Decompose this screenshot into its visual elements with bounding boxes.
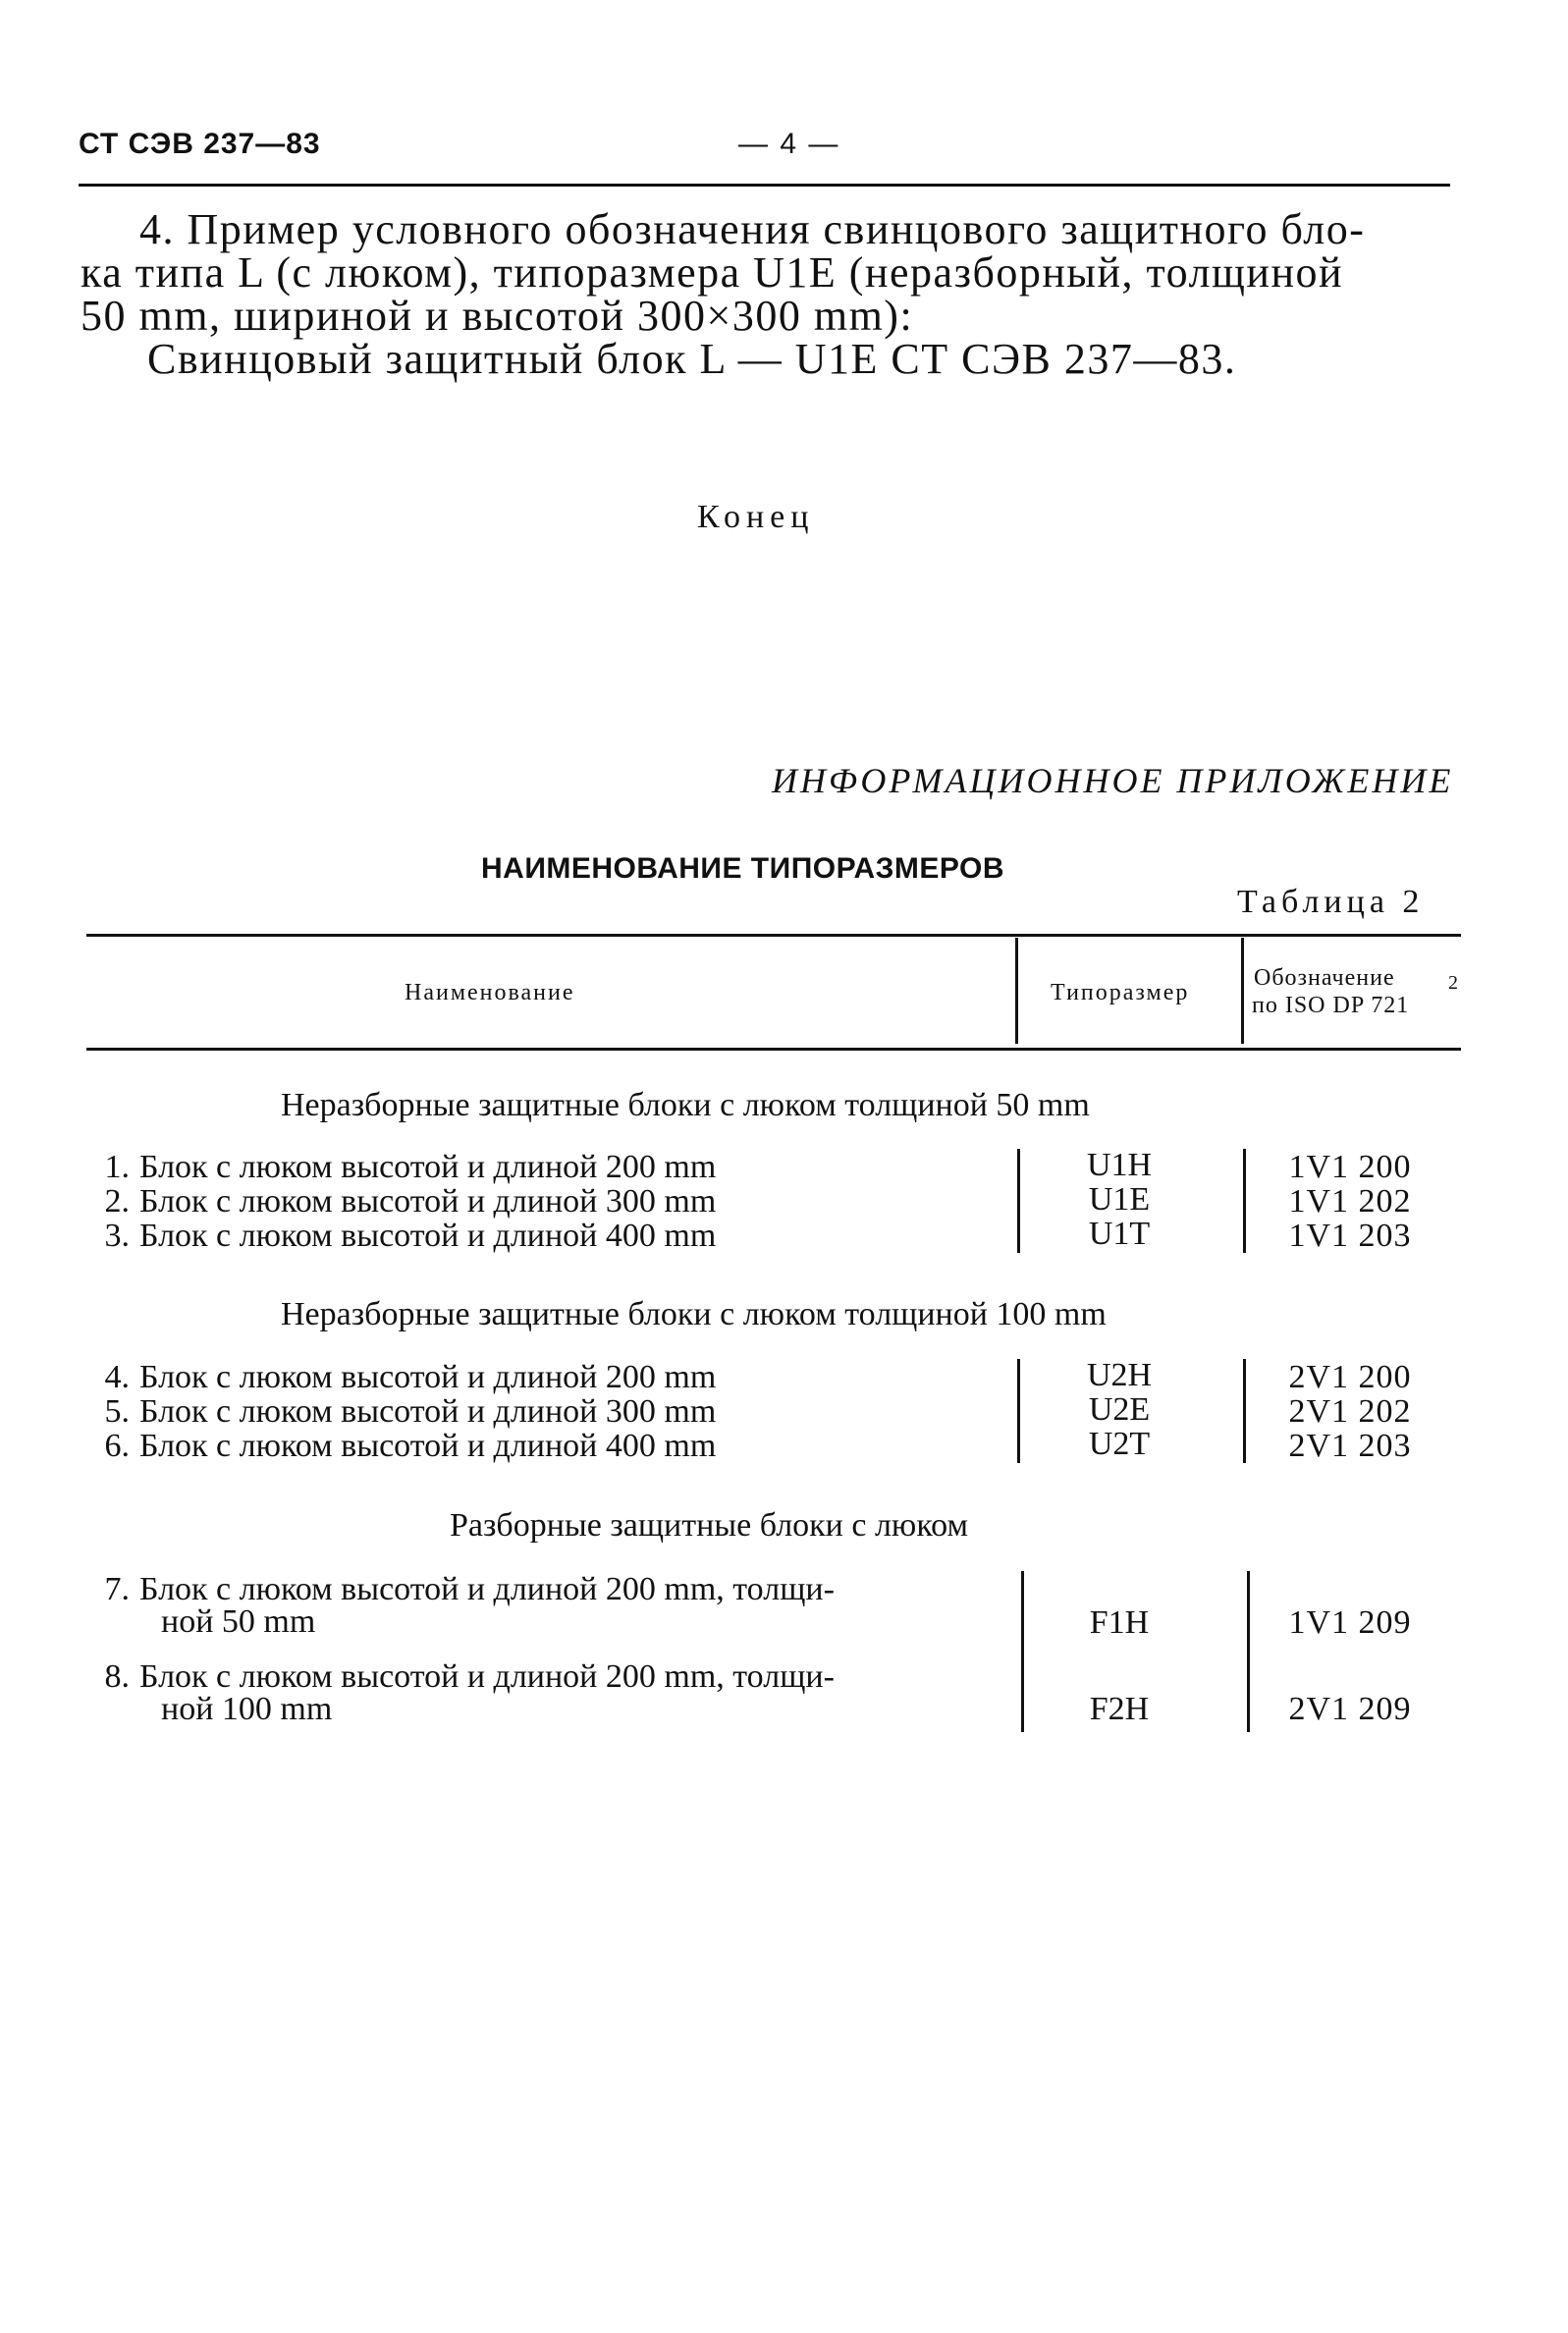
row-iso: 2V1 200	[1288, 1359, 1412, 1395]
row-iso: 2V1 202	[1288, 1393, 1412, 1430]
row-size: F1H	[1089, 1604, 1150, 1641]
row-name-continued: ной 50 mm	[161, 1603, 316, 1640]
table-top-rule	[86, 934, 1461, 937]
row-iso: 1V1 209	[1288, 1604, 1412, 1641]
header-divider	[1241, 938, 1244, 1044]
row-iso: 1V1 202	[1288, 1183, 1412, 1220]
row-iso: 2V1 209	[1288, 1691, 1412, 1727]
example-paragraph	[81, 205, 1450, 383]
group-heading: Неразборные защитные блоки с люком толщиной 50 mm	[281, 1087, 1090, 1123]
row-name: Блок с люком высотой и длиной 200 mm, толщи-	[139, 1658, 835, 1695]
row-size: F2H	[1089, 1691, 1150, 1727]
row-number: 8.	[104, 1658, 130, 1695]
row-number: 7.	[104, 1571, 130, 1607]
row-size: U2E	[1088, 1391, 1151, 1428]
paragraph-line: 50 mm, шириной и высотой 300×300 mm):	[81, 292, 914, 340]
table-number: Таблица 2	[1237, 884, 1425, 920]
column-divider	[1243, 1149, 1246, 1253]
end-marker: Конец	[697, 499, 815, 535]
header-divider	[1015, 938, 1018, 1044]
row-name: Блок с люком высотой и длиной 200 mm, толщи-	[139, 1571, 835, 1607]
table-title: НАИМЕНОВАНИЕ ТИПОРАЗМЕРОВ	[481, 852, 1005, 885]
row-name: Блок с люком высотой и длиной 300 mm	[139, 1393, 717, 1430]
column-divider	[1017, 1149, 1020, 1253]
row-number: 2.	[104, 1183, 130, 1220]
column-divider	[1021, 1571, 1024, 1732]
row-name: Блок с люком высотой и длиной 400 mm	[139, 1218, 717, 1254]
column-header-iso: по ISO DP 721	[1252, 993, 1410, 1018]
column-header-name: Наименование	[405, 980, 575, 1005]
row-number: 3.	[104, 1218, 130, 1254]
group-heading: Неразборные защитные блоки с люком толщиной 100 mm	[281, 1296, 1107, 1332]
column-divider	[1243, 1359, 1246, 1463]
row-name: Блок с люком высотой и длиной 400 mm	[139, 1428, 717, 1464]
standard-designation: СТ СЭВ 237—83	[79, 128, 321, 160]
row-number: 6.	[104, 1428, 130, 1464]
group-heading: Разборные защитные блоки с люком	[450, 1507, 968, 1544]
column-divider	[1247, 1571, 1250, 1732]
row-name-continued: ной 100 mm	[161, 1691, 333, 1727]
column-divider	[1017, 1359, 1020, 1463]
paragraph-line: 4. Пример условного обозначения свинцового защитного бло-	[139, 205, 1366, 253]
row-size: U1E	[1088, 1181, 1151, 1218]
page-number: — 4 —	[738, 128, 840, 160]
row-iso: 2V1 203	[1288, 1428, 1412, 1464]
table-header-rule	[86, 1048, 1461, 1051]
row-name: Блок с люком высотой и длиной 300 mm	[139, 1183, 717, 1220]
row-size: U2T	[1088, 1426, 1151, 1462]
row-iso: 1V1 200	[1288, 1149, 1412, 1185]
row-number: 4.	[104, 1359, 130, 1395]
row-iso: 1V1 203	[1288, 1218, 1412, 1254]
column-header-size: Типоразмер	[1051, 980, 1190, 1005]
row-size: U2H	[1086, 1357, 1153, 1393]
paragraph-line: Свинцовый защитный блок L — U1E СТ СЭВ 237—83.	[147, 335, 1237, 383]
row-name: Блок с люком высотой и длиной 200 mm	[139, 1149, 717, 1185]
header-rule	[79, 184, 1450, 187]
row-size: U1H	[1086, 1147, 1153, 1183]
row-number: 5.	[104, 1393, 130, 1430]
footnote-mark: 2	[1448, 972, 1460, 994]
paragraph-line: ка типа L (с люком), типоразмера U1E (неразборный, толщиной	[81, 248, 1344, 297]
appendix-title: ИНФОРМАЦИОННОЕ ПРИЛОЖЕНИЕ	[772, 761, 1454, 800]
row-number: 1.	[104, 1149, 130, 1185]
row-name: Блок с люком высотой и длиной 200 mm	[139, 1359, 717, 1395]
column-header-iso: Обозначение	[1254, 965, 1395, 991]
row-size: U1T	[1088, 1216, 1151, 1252]
